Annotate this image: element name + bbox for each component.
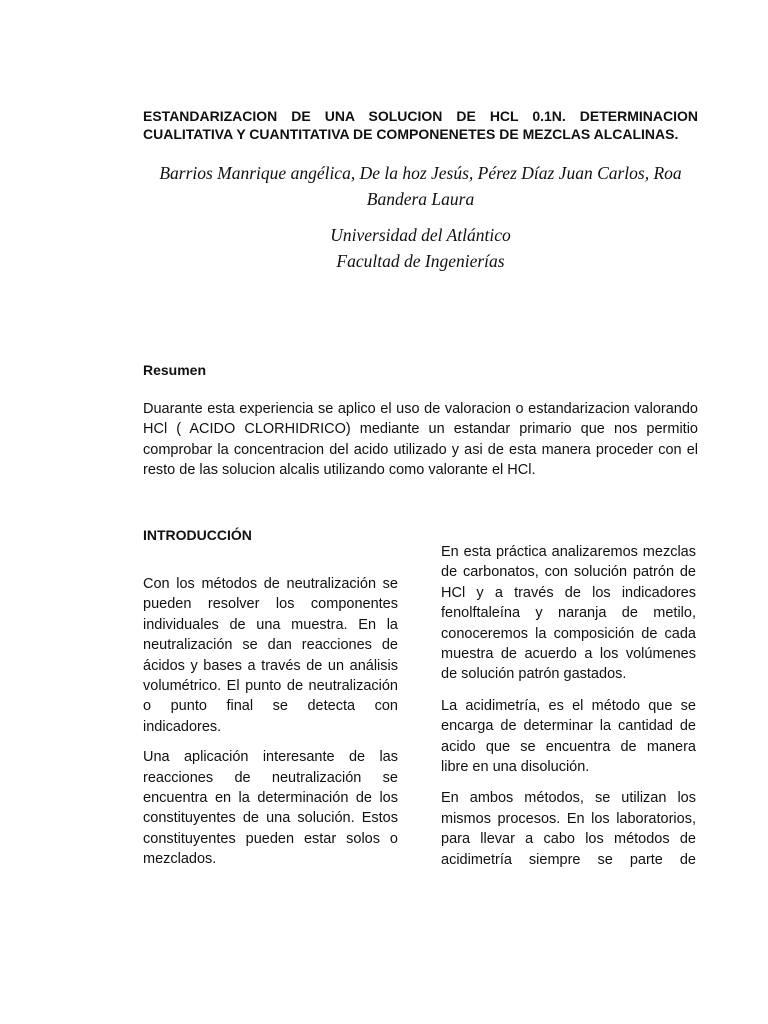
- abstract-heading: Resumen: [143, 362, 207, 378]
- paper-title: ESTANDARIZACION DE UNA SOLUCION DE HCL 0.1N. DETERMINACION CUALITATIVA Y CUANTITATIVA DE COMPONENETES DE MEZCLAS ALCALINAS.: [143, 108, 698, 142]
- right-column: [441, 542, 696, 870]
- intro-paragraph: En ambos métodos, se utilizan los mismos procesos. En los laboratorios, para llevar a cabo los métodos de acidimetría siempre se parte de: [441, 790, 696, 868]
- intro-paragraph: Una aplicación interesante de las reacciones de neutralización se encuentra en la determinación de los constituyentes de una solución. Estos constituyentes pueden estar solos o mezclados.: [143, 749, 398, 868]
- left-column: [143, 526, 398, 870]
- intro-paragraph: Con los métodos de neutralización se pueden resolver los componentes individuales de una muestra. En la neutralización se dan reacciones de ácidos y bases a través de un análisis volumétrico. El punto de neutralización o punto final se detecta con indicadores.: [143, 576, 398, 735]
- intro-paragraph: En esta práctica analizaremos mezclas de carbonatos, con solución patrón de HCl y a través de los indicadores fenolftaleína y naranja de metilo, conoceremos la composición de cada muestra de acuerdo a los volúmenes de solución patrón gastados.: [441, 544, 696, 683]
- abstract-body: Duarante esta experiencia se aplico el uso de valoracion o estandarizacion valorando HCl ( ACIDO CLORHIDRICO) mediante un estandar primario que nos permitio comprobar la concentracion del acido utilizado y asi de esta manera proceder con el resto de las solucion alcalis utilizando como valorante el HCl.: [143, 401, 698, 479]
- university-affiliation: Universidad del Atlántico: [330, 225, 511, 245]
- introduction-heading: INTRODUCCIÓN: [143, 527, 252, 543]
- faculty-affiliation: Facultad de Ingenierías: [336, 251, 505, 271]
- author-list: Barrios Manrique angélica, De la hoz Jesús, Pérez Díaz Juan Carlos, Roa Bandera Laura: [159, 163, 682, 209]
- intro-paragraph: La acidimetría, es el método que se encarga de determinar la cantidad de acido que se encuentra de manera libre en una disolución.: [441, 697, 696, 776]
